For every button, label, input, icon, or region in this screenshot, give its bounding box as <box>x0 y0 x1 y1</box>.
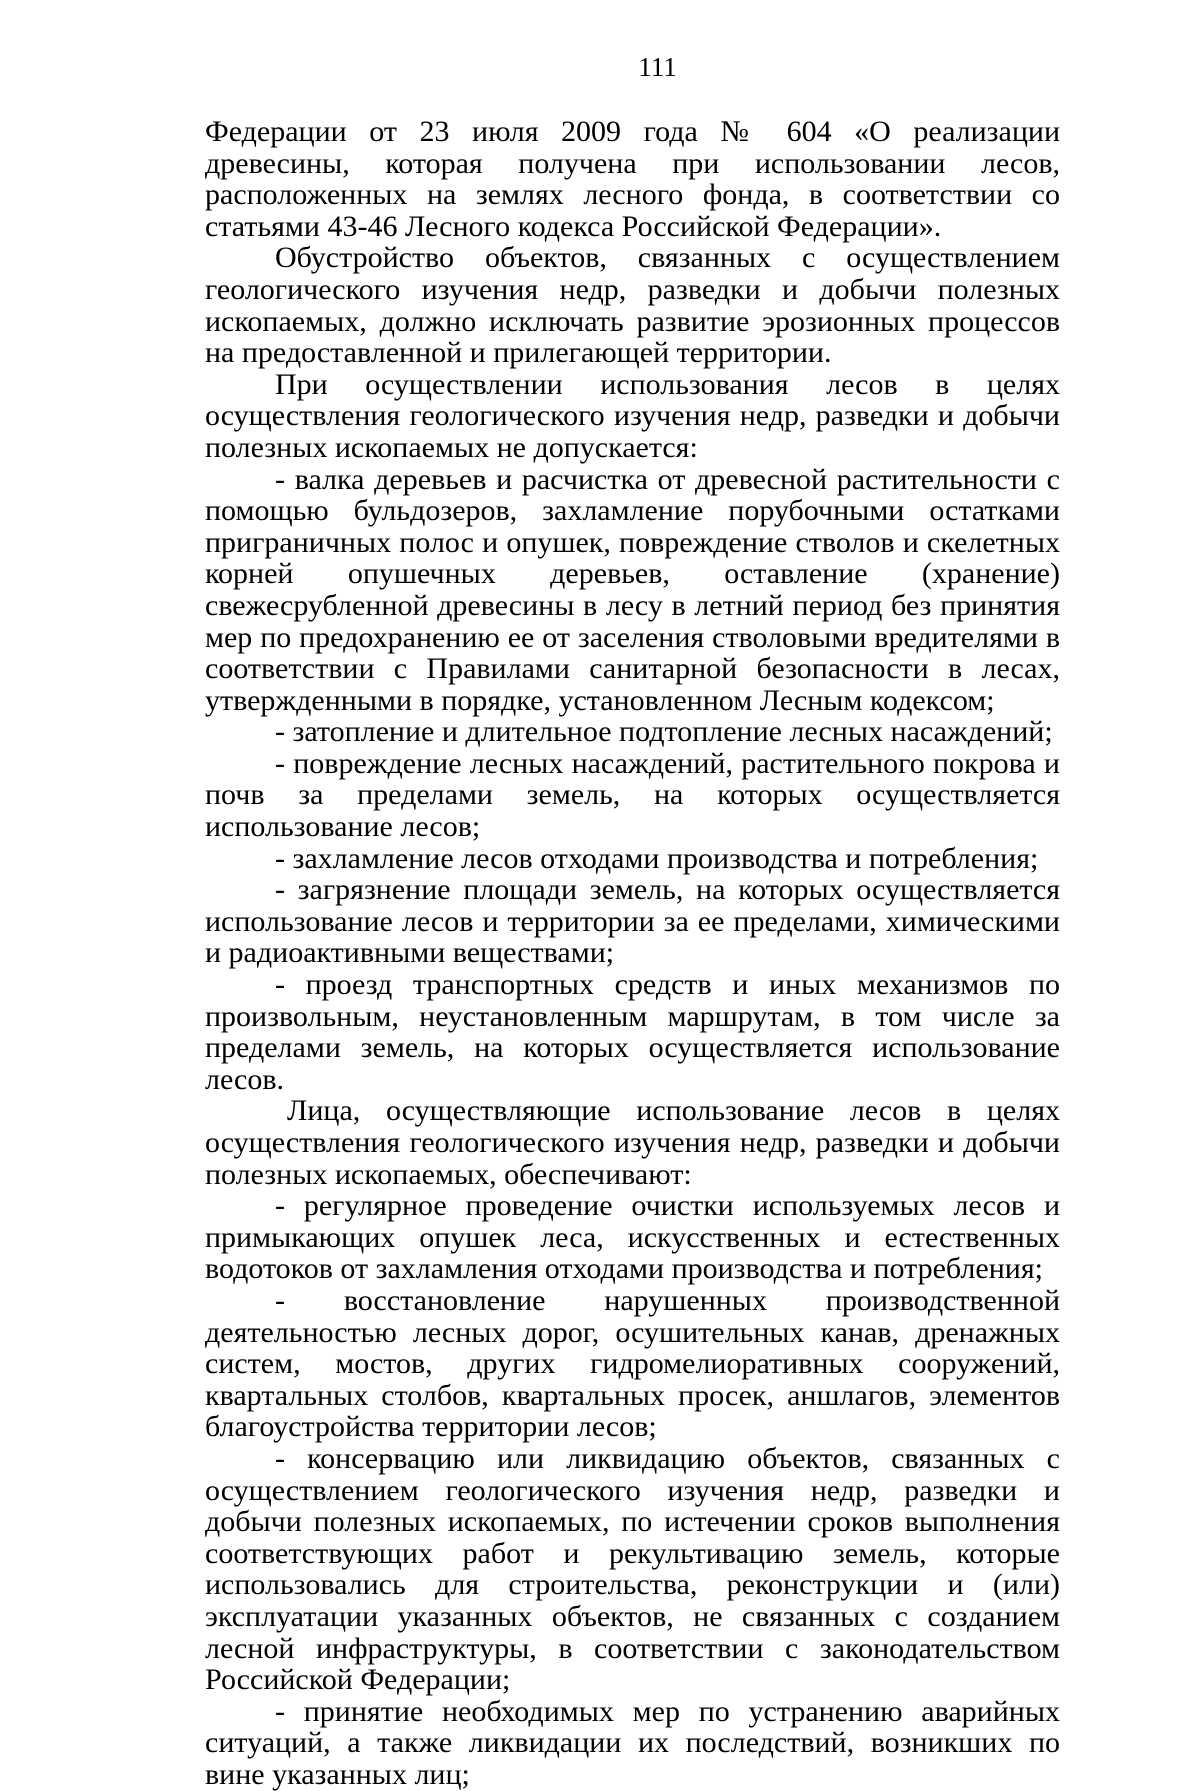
document-body <box>205 116 1060 1790</box>
list-item-prohibition: - валка деревьев и расчистка от древесной растительности с помощью бульдозеров, захламление порубочными остатками приграничных полос и опушек, повреждение стволов и скелетных корней опушечных деревьев, оставление (хранение) свежесрубленной древесины в лесу в летний период без принятия мер по предохранению ее от заселения стволовыми вредителями в соответствии с Правилами санитарной безопасности в лесах, утвержденными в порядке, установленном Лесным кодексом; <box>205 462 1060 717</box>
list-item-prohibition: - затопление и длительное подтопление лесных насаждений; <box>275 715 1053 749</box>
list-item-prohibition: - проезд транспортных средств и иных механизмов по произвольным, неустановленным маршрутам, в том числе за пределами земель, на которых осуществляется использование лесов. <box>205 968 1060 1096</box>
list-item-prohibition: - захламление лесов отходами производства и потребления; <box>275 841 1039 875</box>
paragraph-prohibitions-intro: При осуществлении использования лесов в целях осуществления геологического изучения недр, разведки и добычи полезных ископаемых не допускается: <box>205 367 1060 464</box>
list-item-obligation: - восстановление нарушенных производственной деятельностью лесных дорог, осушительных канав, дренажных систем, мостов, других гидромелиоративных сооружений, квартальных столбов, квартальных просек, аншлагов, элементов благоустройства территории лесов; <box>205 1283 1060 1444</box>
page-number: 111 <box>638 52 677 82</box>
paragraph-arrangement: Обустройство объектов, связанных с осуществлением геологического изучения недр, разведки и добычи полезных ископаемых, должно исключать развитие эрозионных процессов на предоставленной и прилегающей территории. <box>205 241 1060 370</box>
list-item-prohibition: - загрязнение площади земель, на которых осуществляется использование лесов и территории за ее пределами, химическими и радиоактивными веществами; <box>205 873 1060 970</box>
paragraph-continuation: Федерации от 23 июля 2009 года № 604 «О реализации древесины, которая получена при использовании лесов, расположенных на землях лесного фонда, в соответствии со статьями 43-46 Лесного кодекса Российской Федерации». <box>205 115 1060 243</box>
list-item-obligation: - регулярное проведение очистки используемых лесов и примыкающих опушек леса, искусственных и естественных водотоков от захламления отходами производства и потребления; <box>205 1189 1060 1286</box>
list-item-obligation: - принятие необходимых мер по устранению аварийных ситуаций, а также ликвидации их последствий, возникших по вине указанных лиц; <box>205 1694 1060 1791</box>
paragraph-obligations-intro: Лица, осуществляющие использование лесов в целях осуществления геологического изучения недр, разведки и добычи полезных ископаемых, обеспечивают: <box>205 1094 1060 1191</box>
list-item-obligation: - консервацию или ликвидацию объектов, связанных с осуществлением геологического изучения недр, разведки и добычи полезных ископаемых, по истечении сроков выполнения соответствующих работ и рекультивацию земель, которые использовались для строительства, реконструкции и (или) эксплуатации указанных объектов, не связанных с созданием лесной инфраструктуры, в соответствии с законодательством Российской Федерации; <box>205 1441 1060 1697</box>
list-item-prohibition: - повреждение лесных насаждений, растительного покрова и почв за пределами земель, на которых осуществляется использование лесов; <box>205 746 1060 844</box>
